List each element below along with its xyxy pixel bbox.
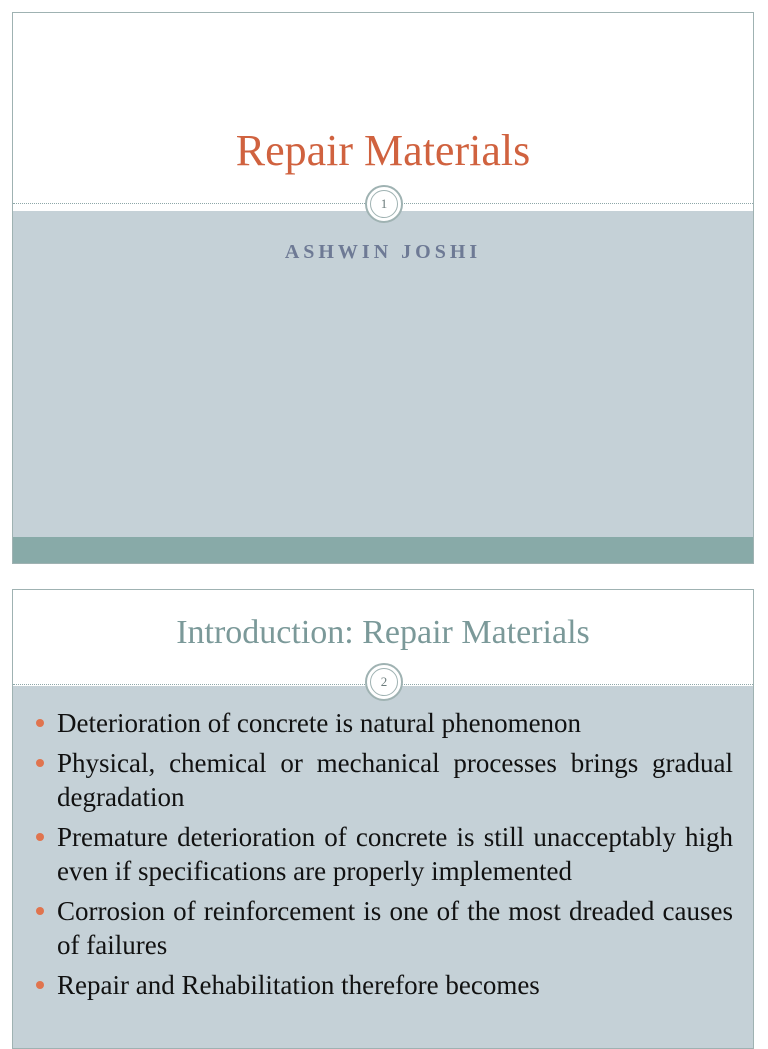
bullet-text: Deterioration of concrete is natural phenomenon — [57, 708, 582, 738]
slide-2-bullet-list — [33, 706, 733, 1008]
bullet-text: Corrosion of reinforcement is one of the most dreaded causes of failures — [57, 896, 733, 960]
slide-2-title: Introduction: Repair Materials — [176, 614, 590, 651]
bullet-text: Repair and Rehabilitation therefore becomes — [57, 970, 540, 1000]
bullet-dot-icon — [36, 759, 44, 767]
slide-number-badge — [365, 663, 403, 701]
bullet-dot-icon — [36, 981, 44, 989]
bullet-item — [33, 706, 733, 740]
bullet-item — [33, 968, 733, 1002]
slide-1-author: ASHWIN JOSHI — [284, 241, 482, 263]
slide-number: 1 — [380, 196, 388, 211]
bullet-text: Physical, chemical or mechanical processes brings gradual degradation — [57, 748, 733, 812]
slide-number-badge — [365, 185, 403, 223]
bullet-item — [33, 746, 733, 814]
bullet-item — [33, 894, 733, 962]
slide-1-footer-band — [13, 537, 753, 563]
slide-1 — [12, 12, 754, 564]
bullet-dot-icon — [36, 719, 44, 727]
bullet-dot-icon — [36, 907, 44, 915]
slide-1-title: Repair Materials — [235, 126, 531, 175]
bullet-dot-icon — [36, 833, 44, 841]
slide-2 — [12, 589, 754, 1049]
bullet-item — [33, 820, 733, 888]
slide-number: 2 — [380, 674, 388, 689]
slide-1-title-area — [13, 13, 753, 205]
bullet-text: Premature deterioration of concrete is still unacceptably high even if specifications are properly implemented — [57, 822, 733, 886]
